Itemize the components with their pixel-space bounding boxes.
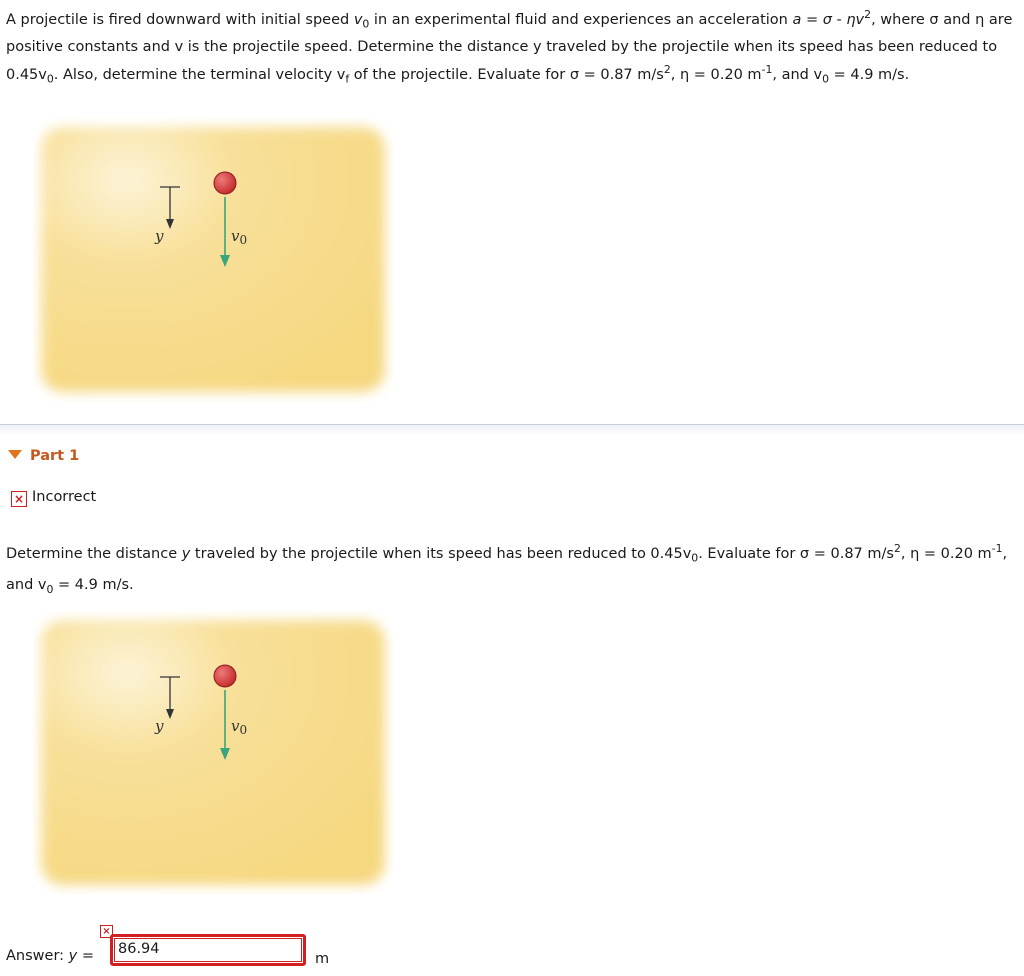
y-label: y: [155, 717, 164, 735]
v0-label: $v_0$: [231, 227, 248, 247]
answer-unit: m: [315, 951, 330, 967]
v0-label: $v_0$: [231, 717, 248, 737]
answer-incorrect-icon: ×: [100, 925, 113, 938]
incorrect-x-icon: ×: [11, 491, 27, 507]
part-figure: [33, 610, 393, 895]
projectile-ball: [214, 172, 236, 194]
answer-field-frame: [110, 934, 306, 966]
collapse-triangle-icon: [8, 450, 22, 459]
answer-label: Answer: y =: [6, 948, 95, 964]
problem-figure: [33, 117, 393, 402]
part-1-toggle[interactable]: Part 1: [8, 448, 79, 464]
status-incorrect: × Incorrect: [11, 489, 96, 507]
section-divider: [0, 424, 1024, 435]
problem-statement: A projectile is fired downward with initial speed $v_0$ in an experimental fluid and experiences an acceleration $a = \sigma - \eta v^2$, where σ and η are positive constants and v is the projectile speed. Determine the distance y traveled by the projectile when its speed has been reduced to $0.45v_0$. Also, determine the terminal velocity $v_f$ of the projectile. Evaluate for σ = 0.87 $m/s^2$, η = 0.20 $m^{-1}$, and $v_0 = 4.9$ m/s.: [6, 8, 1013, 86]
answer-input[interactable]: [114, 938, 298, 960]
y-label: y: [155, 227, 164, 245]
part-question: Determine the distance y traveled by the projectile when its speed has been reduced to $0.45v_0$. Evaluate for σ = 0.87 $m/s^2$, η = 0.20 $m^{-1}$, and $v_0 = 4.9$ m/s.: [6, 542, 1008, 596]
projectile-ball: [214, 665, 236, 687]
